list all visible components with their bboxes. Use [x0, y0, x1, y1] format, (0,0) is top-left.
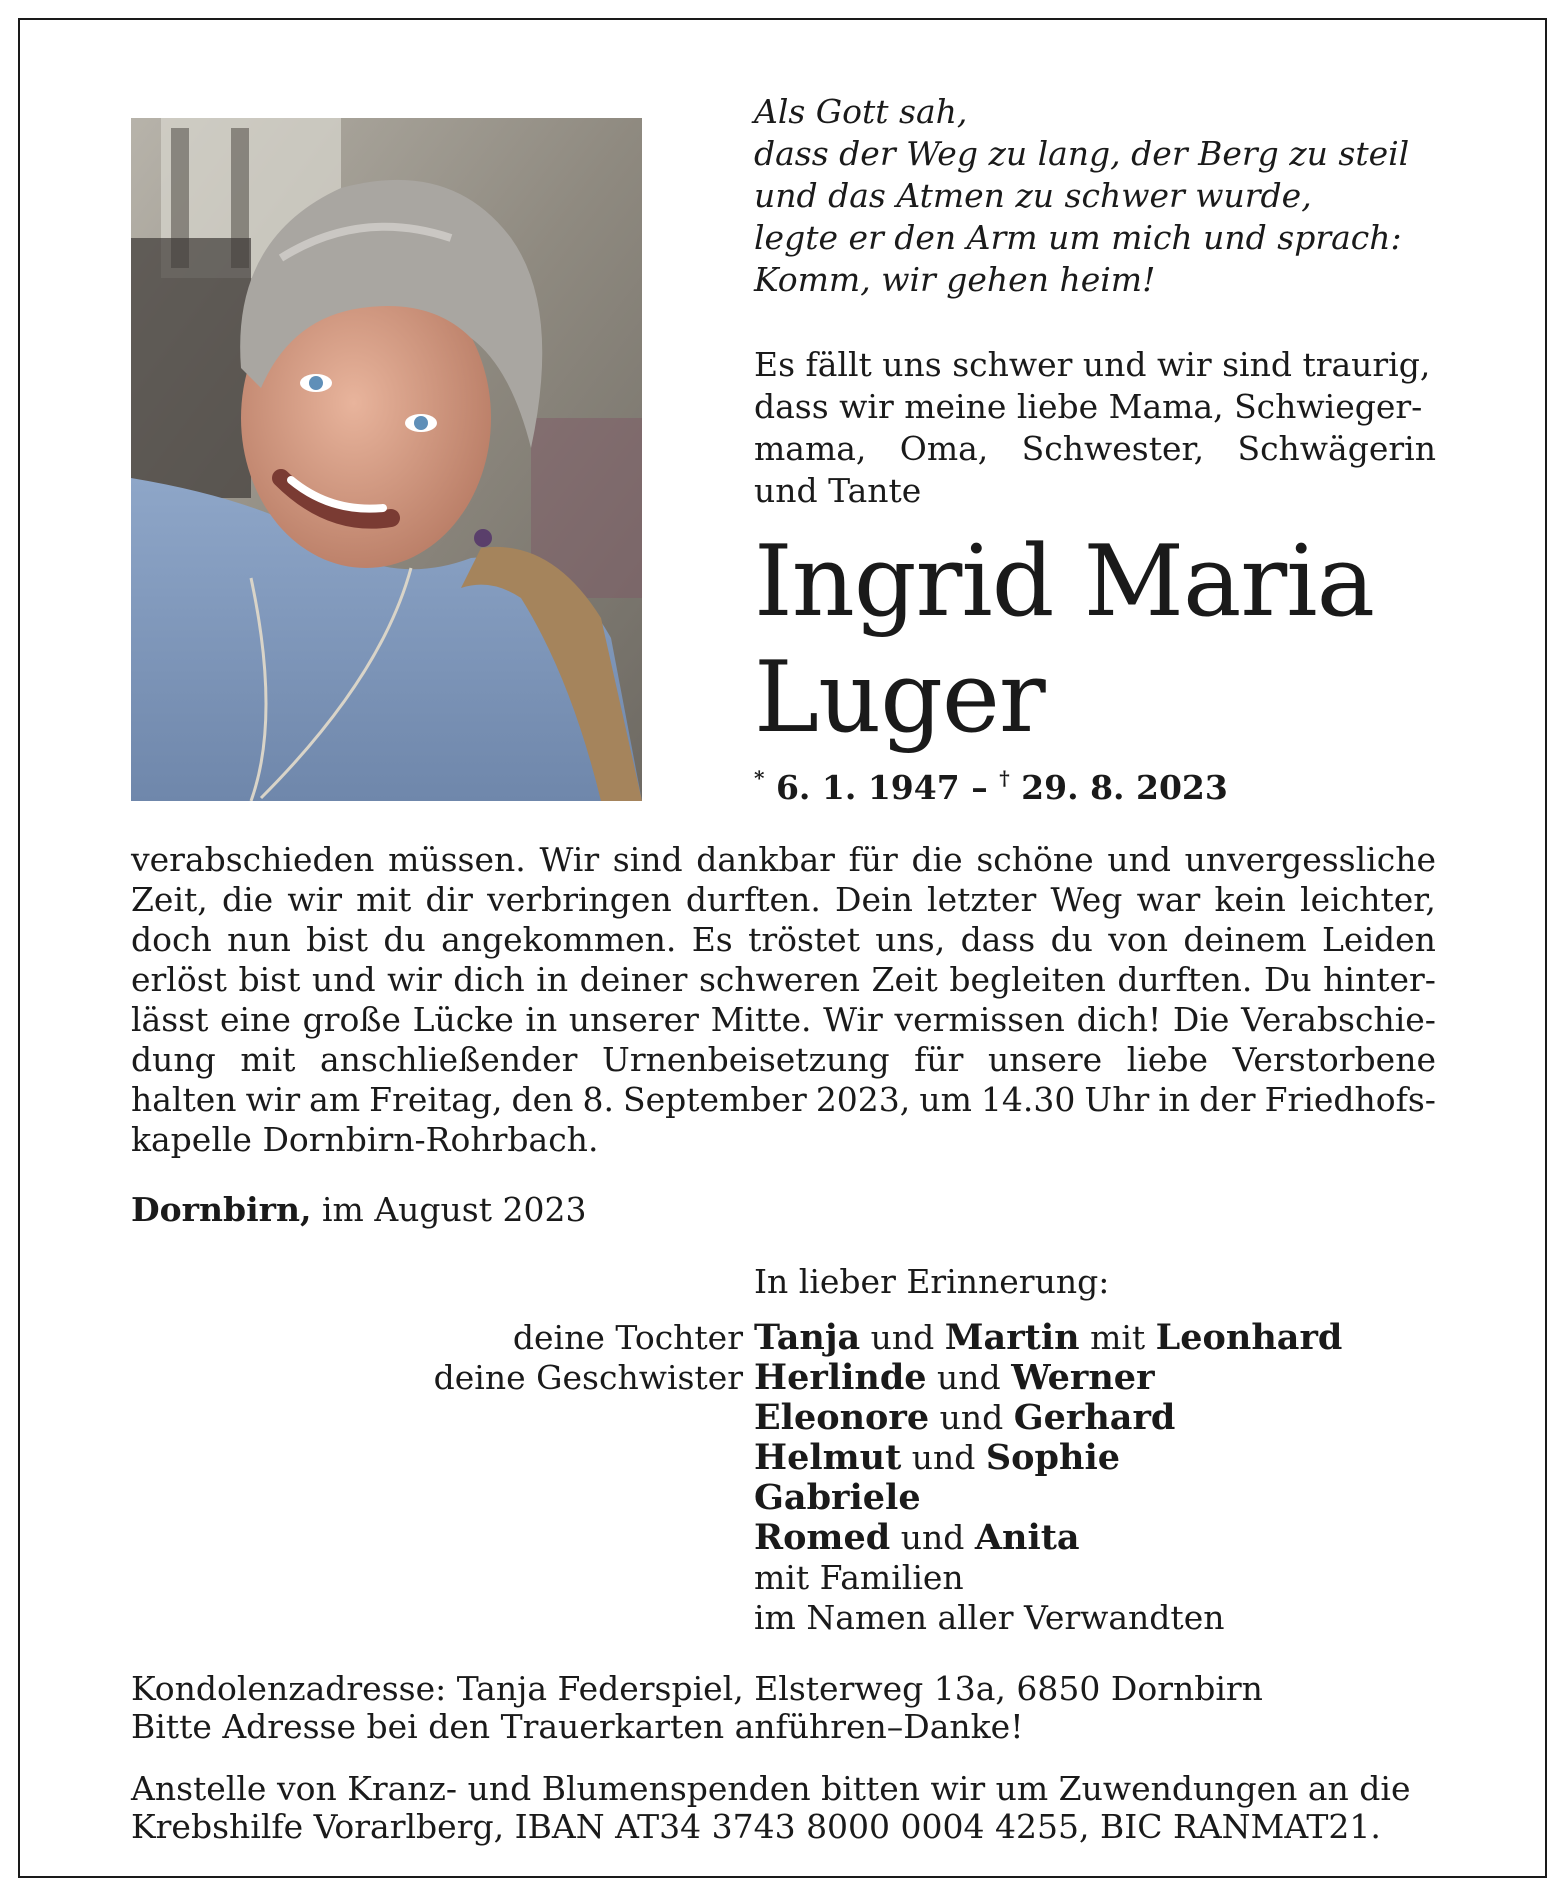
family-line — [754, 1518, 1342, 1558]
place-month: im August 2023 — [311, 1190, 587, 1229]
donation-note — [131, 1770, 1411, 1846]
family-conjunction: und — [890, 1518, 975, 1557]
intro-word: Schwägerin — [1237, 429, 1436, 468]
body-word: unvergessliche — [1184, 840, 1436, 879]
family-name: Eleonore — [754, 1397, 930, 1438]
body-word: wir — [245, 1080, 301, 1119]
intro-line: Es fällt uns schwer und wir sind traurig, — [754, 345, 1431, 384]
body-word: eine — [220, 1000, 291, 1039]
donation-line: Anstelle von Kranz- und Blumenspenden bitten wir um Zuwendungen an die — [131, 1769, 1411, 1808]
body-word: Wir — [823, 1000, 883, 1039]
relation-daughter: deine Tochter — [512, 1318, 743, 1357]
body-line — [131, 920, 1436, 960]
body-word: nun — [227, 920, 291, 959]
body-word: dich — [453, 960, 525, 999]
body-word: in — [1158, 1080, 1191, 1119]
name-line-2: Luger — [754, 641, 1045, 755]
body-word: tröstet — [748, 920, 860, 959]
body-word: doch — [131, 920, 212, 959]
body-word: begleiten — [949, 960, 1106, 999]
body-word: Du — [1263, 960, 1312, 999]
family-line — [754, 1478, 1342, 1518]
body-word: mit — [240, 1040, 296, 1079]
family-name: Romed — [754, 1517, 891, 1558]
body-word: Urnenbeisetzung — [602, 1040, 890, 1079]
body-word: Zeit, — [131, 880, 208, 919]
body-word: Verabschie- — [1241, 1000, 1436, 1039]
condolence-address — [131, 1670, 1263, 1746]
body-word: Wir — [539, 840, 600, 879]
body-word: Verstorbene — [1232, 1040, 1436, 1079]
body-word: lässt — [131, 1000, 209, 1039]
body-word: Weg — [1050, 880, 1123, 919]
birth-symbol: * — [754, 766, 765, 790]
memory-label: In lieber Erinnerung: — [754, 1262, 1110, 1301]
family-with-families: mit Familien — [754, 1558, 964, 1597]
body-word: in — [525, 1000, 558, 1039]
body-word: verabschieden — [131, 840, 375, 879]
body-line — [131, 880, 1436, 920]
body-paragraph — [131, 840, 1436, 1160]
body-word: die — [221, 880, 274, 919]
body-word: verbringen — [487, 880, 672, 919]
body-line: kapelle Dornbirn-Rohrbach. — [131, 1120, 599, 1159]
body-word: und — [311, 960, 376, 999]
contact-line: Bitte Adresse bei den Trauerkarten anführen–Danke! — [131, 1707, 1024, 1746]
family-name: Anita — [974, 1517, 1080, 1558]
place-date — [131, 1190, 586, 1229]
body-word: in — [536, 960, 569, 999]
family-name: Sophie — [985, 1437, 1121, 1478]
body-word: erlöst — [131, 960, 227, 999]
poem-line: Komm, wir gehen heim! — [754, 260, 1156, 299]
body-word: große — [302, 1000, 401, 1039]
family-name: Tanja — [754, 1317, 861, 1358]
intro-word: Oma, — [899, 429, 989, 468]
body-word: 2023, — [815, 1080, 911, 1119]
intro-line — [754, 428, 1436, 470]
body-word: am — [309, 1080, 361, 1119]
body-word: die — [911, 840, 963, 879]
birth-date: 6. 1. 1947 — [775, 768, 960, 807]
body-word: Mitte. — [710, 1000, 812, 1039]
body-word: Es — [691, 920, 733, 959]
body-word: Die — [1172, 1000, 1230, 1039]
family-line — [754, 1358, 1342, 1398]
body-word: vermissen — [894, 1000, 1065, 1039]
intro-word: Schwester, — [1021, 429, 1205, 468]
body-word: Leiden — [1322, 920, 1436, 959]
poem-line: Als Gott sah, — [754, 92, 968, 131]
body-word: sind — [612, 840, 683, 879]
body-word: war — [1136, 880, 1201, 919]
body-word: hinter- — [1323, 960, 1436, 999]
body-word: für — [914, 1040, 964, 1079]
family-line — [754, 1398, 1342, 1438]
body-word: Lücke — [412, 1000, 514, 1039]
poem — [754, 91, 1409, 301]
deceased-name — [754, 524, 1374, 756]
family-name: Leonhard — [1155, 1317, 1343, 1358]
family-name: Werner — [1011, 1357, 1155, 1398]
body-word: der — [1199, 1080, 1256, 1119]
body-word: deinem — [1183, 920, 1307, 959]
life-dates — [754, 768, 1228, 807]
name-line-1: Ingrid Maria — [754, 525, 1375, 639]
family-name: Gabriele — [754, 1477, 921, 1518]
poem-line: und das Atmen zu schwer wurde, — [754, 176, 1312, 215]
body-word: Friedhofs- — [1264, 1080, 1436, 1119]
body-line — [131, 1080, 1436, 1120]
body-word: Dein — [835, 880, 913, 919]
intro-word: mama, — [754, 429, 867, 468]
body-word: 8. — [582, 1080, 614, 1119]
body-word: dich! — [1076, 1000, 1162, 1039]
body-word: angekommen. — [441, 920, 677, 959]
place-city: Dornbirn, — [131, 1190, 312, 1229]
body-word: September — [623, 1080, 807, 1119]
family-on-behalf: im Namen aller Verwandten — [754, 1598, 1225, 1637]
body-line — [131, 1000, 1436, 1040]
contact-line: Kondolenzadresse: Tanja Federspiel, Elsterweg 13a, 6850 Dornbirn — [131, 1669, 1263, 1708]
body-word: dung — [131, 1040, 216, 1079]
family-name: Helmut — [754, 1437, 902, 1478]
body-line — [131, 840, 1436, 880]
body-word: Zeit — [871, 960, 938, 999]
body-word: durften. — [685, 880, 821, 919]
death-date: 29. 8. 2023 — [1021, 768, 1228, 807]
date-dash: – — [971, 768, 988, 807]
body-word: kein — [1214, 880, 1286, 919]
body-word: mit — [356, 880, 412, 919]
body-word: letzter — [927, 880, 1037, 919]
body-word: 14.30 — [980, 1080, 1076, 1119]
family-conjunction: und — [926, 1358, 1012, 1397]
family-conjunction: und — [901, 1438, 986, 1477]
body-word: und — [1107, 840, 1171, 879]
body-word: bist — [238, 960, 301, 999]
body-word: für — [848, 840, 898, 879]
intro-text — [754, 344, 1436, 512]
body-word: Uhr — [1084, 1080, 1150, 1119]
body-word: um — [919, 1080, 972, 1119]
poem-line: legte er den Arm um mich und sprach: — [754, 218, 1402, 257]
family-conjunction: mit — [1079, 1318, 1156, 1357]
death-symbol: † — [999, 766, 1010, 790]
body-word: deiner — [579, 960, 688, 999]
body-word: bist — [306, 920, 369, 959]
body-word: anschließender — [319, 1040, 578, 1079]
poem-line: dass der Weg zu lang, der Berg zu steil — [754, 134, 1410, 173]
body-line — [131, 1040, 1436, 1080]
body-word: du — [1050, 920, 1093, 959]
family-name: Martin — [944, 1317, 1080, 1358]
body-word: uns, — [875, 920, 946, 959]
body-word: wir — [387, 960, 442, 999]
body-word: unserer — [568, 1000, 699, 1039]
body-word: den — [511, 1080, 574, 1119]
body-word: durften. — [1117, 960, 1253, 999]
body-word: leichter, — [1300, 880, 1436, 919]
body-word: dankbar — [696, 840, 835, 879]
body-word: von — [1108, 920, 1169, 959]
family-conjunction: und — [929, 1398, 1014, 1437]
body-word: dass — [960, 920, 1036, 959]
body-word: halten — [131, 1080, 237, 1119]
intro-line: und Tante — [754, 471, 922, 510]
body-word: unsere — [987, 1040, 1103, 1079]
body-word: dir — [425, 880, 473, 919]
family-conjunction: und — [860, 1318, 945, 1357]
body-word: du — [383, 920, 426, 959]
family-line — [754, 1318, 1342, 1358]
body-word: schweren — [698, 960, 860, 999]
intro-line: dass wir meine liebe Mama, Schwieger- — [754, 387, 1423, 426]
relation-siblings: deine Geschwister — [433, 1358, 743, 1397]
body-word: Freitag, — [369, 1080, 503, 1119]
donation-line: Krebshilfe Vorarlberg, IBAN AT34 3743 8000 0004 4255, BIC RANMAT21. — [131, 1807, 1381, 1846]
body-word: schöne — [976, 840, 1094, 879]
family-name: Herlinde — [754, 1357, 927, 1398]
body-line — [131, 960, 1436, 1000]
body-word: liebe — [1126, 1040, 1209, 1079]
body-word: müssen. — [388, 840, 526, 879]
family-list — [754, 1318, 1342, 1638]
portrait-photo — [131, 118, 642, 801]
body-word: wir — [287, 880, 342, 919]
family-name: Gerhard — [1013, 1397, 1176, 1438]
family-line — [754, 1438, 1342, 1478]
